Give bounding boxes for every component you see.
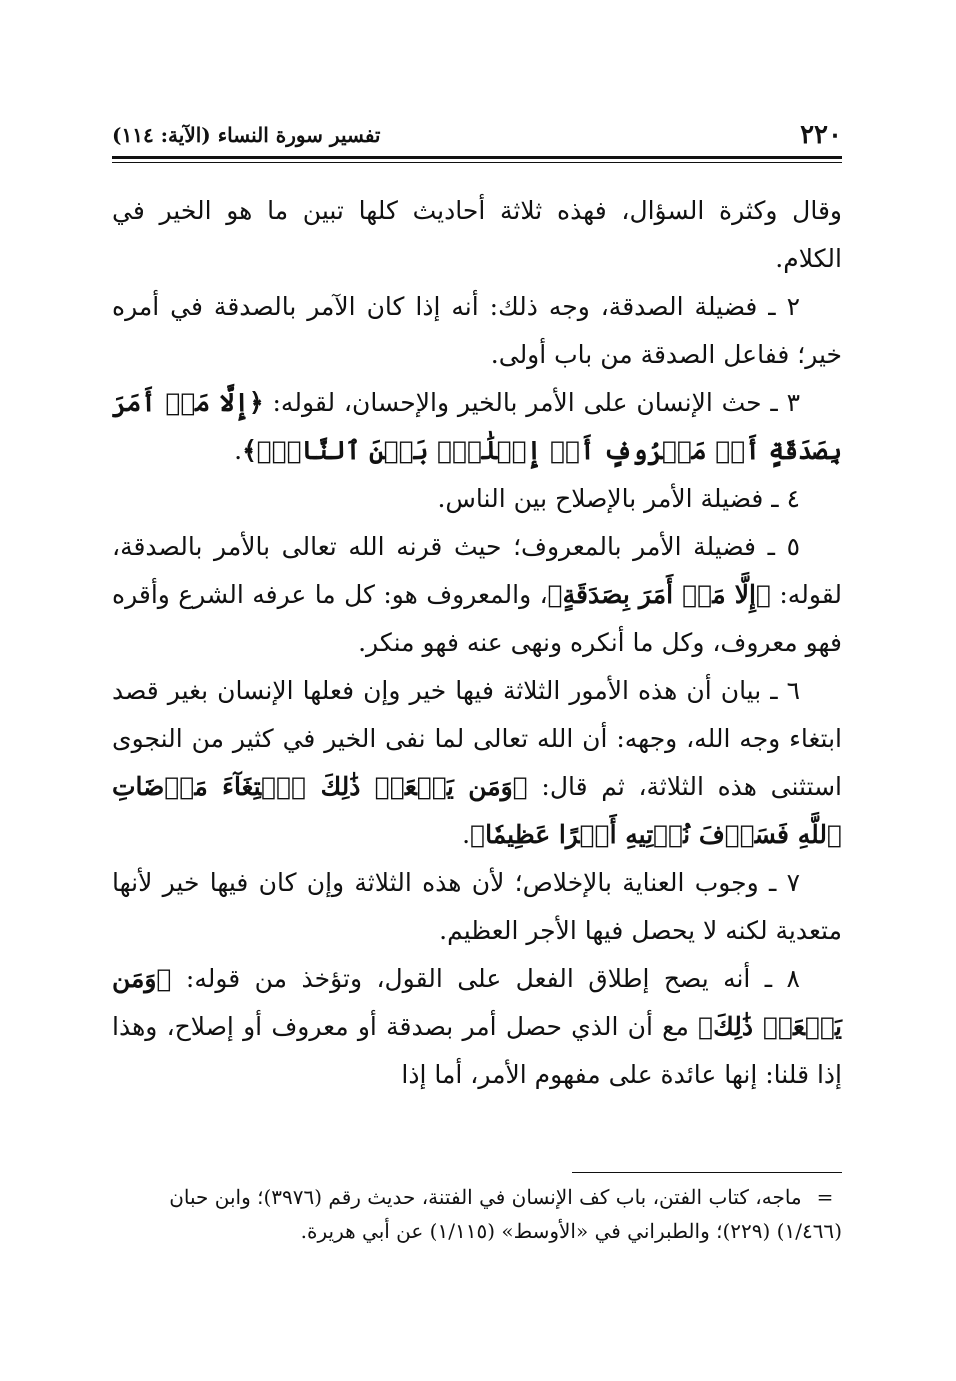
footnote-text: ماجه، كتاب الفتن، باب كف الإنسان في الفتنة، حديث رقم (٣٩٧٦)؛ وابن حبان (١/٤٦٦) (٢٢٩)؛ والطبراني في «الأوسط» (١/١١٥) عن أبي هريرة. [169,1185,842,1243]
paragraph-text: مع أن الذي حصل أمر بصدقة أو معروف أو إصلاح، وهذا إذا قلنا: إنها عائدة على مفهوم الأمر، أما إذا [112,1012,842,1089]
paragraph-3 [112,379,842,475]
paragraph-continuation [112,187,842,283]
quran-quote: ﴿وَمَن يَفۡعَلۡ ذَٰلِكَ﴾ [112,964,842,1041]
footnote [112,1180,842,1248]
paragraph-7 [112,859,842,955]
header-rule-thick [112,156,842,159]
paragraph-text: ، والمعروف هو: كل ما عرفه الشرع وأقره فهو معروف، وكل ما أنكره ونهى عنه فهو منكر. [112,580,842,657]
paragraph-text: ٢ ـ فضيلة الصدقة، وجه ذلك: أنه إذا كان الآمر بالصدقة في أمره خير؛ ففاعل الصدقة من باب أولى. [112,292,842,369]
paragraph-5 [112,523,842,667]
body-text [112,187,842,1099]
footnote-marker: = [816,1185,834,1209]
book-page [112,112,842,1332]
footnote-separator [572,1172,842,1173]
paragraph-8 [112,955,842,1099]
paragraph-text: ٨ ـ أنه يصح إطلاق الفعل على القول، وتؤخذ من قوله: [185,964,800,993]
paragraph-text: ٤ ـ فضيلة الأمر بالإصلاح بين الناس. [437,484,800,513]
header-rule-thin [112,162,842,163]
punctuation: . [462,820,471,849]
paragraph-text: ٦ ـ بيان أن هذه الأمور الثلاثة فيها خير وإن فعلها الإنسان بغير قصد ابتغاء وجه الله، وجهه: أن الله تعالى لما نفى الخير في كثير من النجوى استثنى هذه الثلاثة، ثم قال: [112,676,842,801]
paragraph-4 [112,475,842,523]
paragraph-2 [112,283,842,379]
paragraph-text: وقال وكثرة السؤال، فهذه ثلاثة أحاديث كلها تبين ما هو الخير في الكلام. [112,196,842,273]
page-number: ٢٢٠ [800,120,842,150]
paragraph-text: ٣ ـ حث الإنسان على الأمر بالخير والإحسان، لقوله: [272,388,800,417]
quran-quote: ﴿إِلَّا مَنۡ أَمَرَ بِصَدَقَةٍ﴾ [547,580,771,609]
paragraph-6 [112,667,842,859]
quran-quote: ﴿إِلَّا مَنۡ أَمَرَ بِصَدَقَةٍ أَوۡ مَعۡرُوفٍ أَوۡ إِصۡلَٰحِۭ بَيۡنَ ٱلنَّاسِۚ﴾ [112,388,842,465]
punctuation: . [234,436,243,465]
running-title: تفسير سورة النساء (الآية: ١١٤) [112,123,381,147]
paragraph-text: ٧ ـ وجوب العناية بالإخلاص؛ لأن هذه الثلاثة وإن كان فيها خير لأنها متعدية لكنه لا يحصل فيها الأجر العظيم. [112,868,842,945]
paragraph-text: ٥ ـ فضيلة الأمر بالمعروف؛ حيث قرنه الله تعالى بالأمر بالصدقة، لقوله: [112,532,842,609]
quran-quote: ﴿وَمَن يَفۡعَلۡ ذَٰلِكَ ٱبۡتِغَآءَ مَرۡضَاتِ ٱللَّهِ فَسَوۡفَ نُؤۡتِيهِ أَجۡرًا عَظِيمٗا﴾ [112,772,842,849]
page-header [112,112,842,150]
